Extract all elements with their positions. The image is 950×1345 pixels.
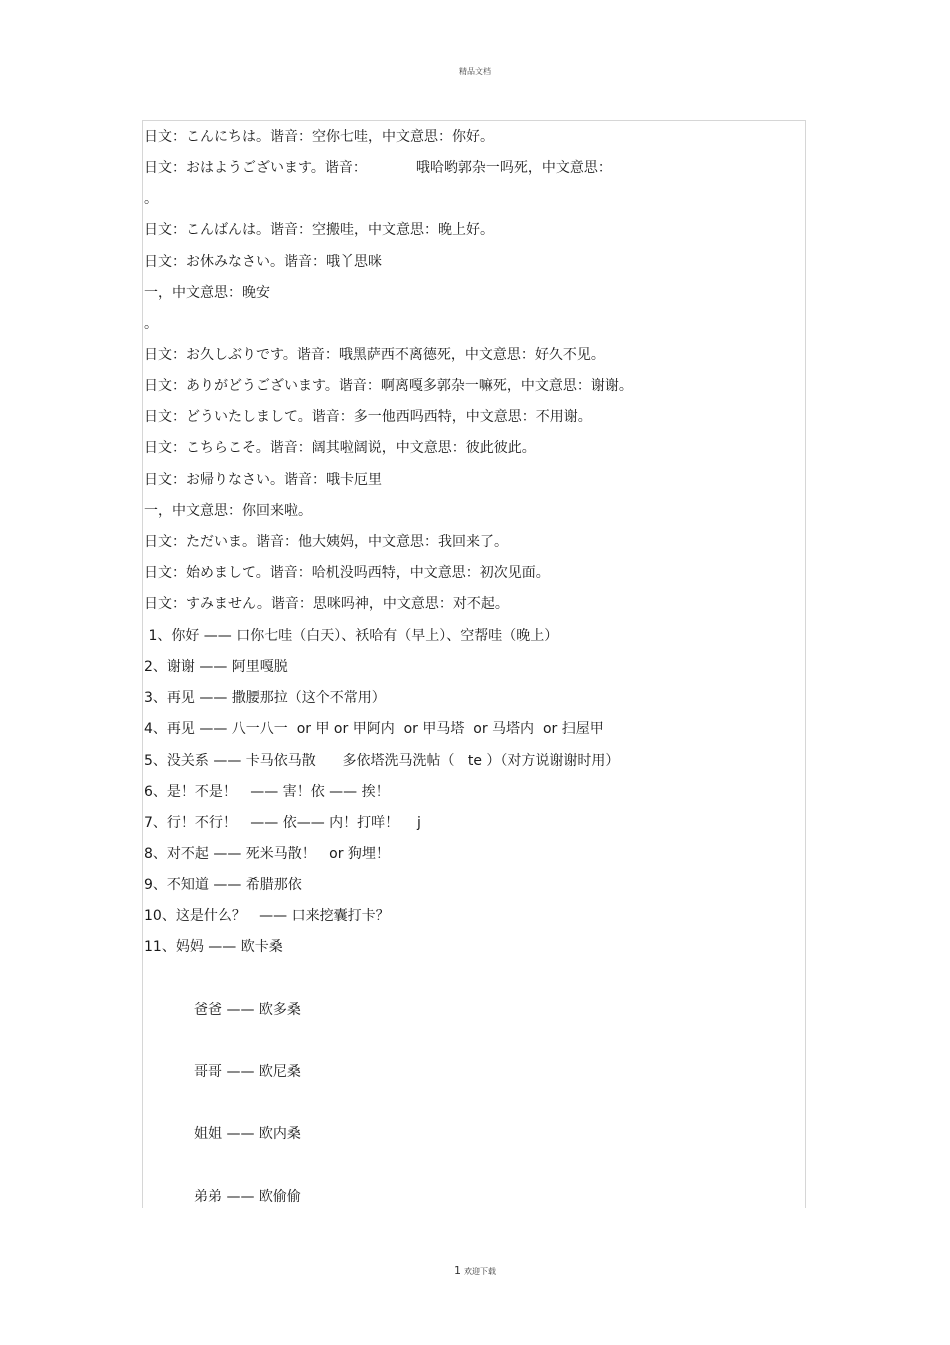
text-line: 10、这是什么？ —— 口来挖囊打卡？ xyxy=(144,908,390,924)
text-line: 6、是！不是！ —— 害！依 —— 挨！ xyxy=(144,784,390,800)
text-line: 日文：お帰りなさい。谐音：哦卡厄里 xyxy=(144,472,382,488)
text-line: 一，中文意思：你回来啦。 xyxy=(144,503,312,519)
text-line: 日文：ただいま。谐音：他大姨妈，中文意思：我回来了。 xyxy=(144,534,508,550)
page-header: 精品文档 xyxy=(459,67,491,76)
page-footer xyxy=(0,1259,950,1278)
family-term-line: 姐姐 —— 欧内桑 xyxy=(194,1126,301,1142)
footer-text: 欢迎下载 xyxy=(464,1267,496,1276)
text-line: 。 xyxy=(144,316,158,332)
text-line: 日文：こちらこそ。谐音：阔其啦阔说，中文意思：彼此彼此。 xyxy=(144,440,536,456)
text-line: 日文：こんにちは。谐音：空你七哇，中文意思：你好。 xyxy=(144,129,494,145)
family-term-line: 哥哥 —— 欧尼桑 xyxy=(194,1064,301,1080)
text-line: 日文：お休みなさい。谐音：哦丫思咪 xyxy=(144,254,382,270)
text-line: 。 xyxy=(144,191,158,207)
text-line: 4、再见 —— 八一八一 or 甲 or 甲阿内 or 甲马塔 or 马塔内 or 扫屋甲 xyxy=(144,721,604,737)
family-term-line: 弟弟 —— 欧偷偷 xyxy=(194,1189,301,1205)
text-line: 1、你好 —— 口你七哇（白天）、袄哈有（早上）、空帮哇（晚上） xyxy=(144,628,559,644)
text-line: 日文：すみません。谐音：思咪吗神，中文意思：对不起。 xyxy=(144,596,509,612)
text-line: 11、妈妈 —— 欧卡桑 xyxy=(144,939,283,955)
family-term-line: 爸爸 —— 欧多桑 xyxy=(194,1002,301,1018)
text-line: 9、不知道 —— 希腊那依 xyxy=(144,877,302,893)
text-line: 日文：お久しぶりです。谐音：哦黑萨西不离德死，中文意思：好久不见。 xyxy=(144,347,605,363)
page-number: 1 xyxy=(454,1264,461,1277)
text-line: 日文：どういたしまして。谐音：多一他西吗西特，中文意思：不用谢。 xyxy=(144,409,592,425)
text-line: 2、谢谢 —— 阿里嘎脱 xyxy=(144,659,288,675)
text-line: 日文：ありがどうございます。谐音：啊离嘎多郭杂一嘛死，中文意思：谢谢。 xyxy=(144,378,633,394)
text-line: 日文：こんばんは。谐音：空搬哇，中文意思：晚上好。 xyxy=(144,222,494,238)
text-line: 日文：始めまして。谐音：哈机没吗西特，中文意思：初次见面。 xyxy=(144,565,550,581)
text-line: 8、对不起 —— 死米马散！ or 狗埋！ xyxy=(144,846,390,862)
text-line: 5、没关系 —— 卡马依马散 多依塔洗马洗帖（ te ）（对方说谢谢时用） xyxy=(144,753,620,769)
text-line: 一，中文意思：晚安 xyxy=(144,285,270,301)
text-line: 日文：おはようございます。谐音： 哦哈哟郭杂一吗死，中文意思： xyxy=(144,160,612,176)
text-line: 3、再见 —— 撒腰那拉（这个不常用） xyxy=(144,690,386,706)
text-line: 7、行！不行！ —— 依—— 内！打咩！ j xyxy=(144,815,421,831)
